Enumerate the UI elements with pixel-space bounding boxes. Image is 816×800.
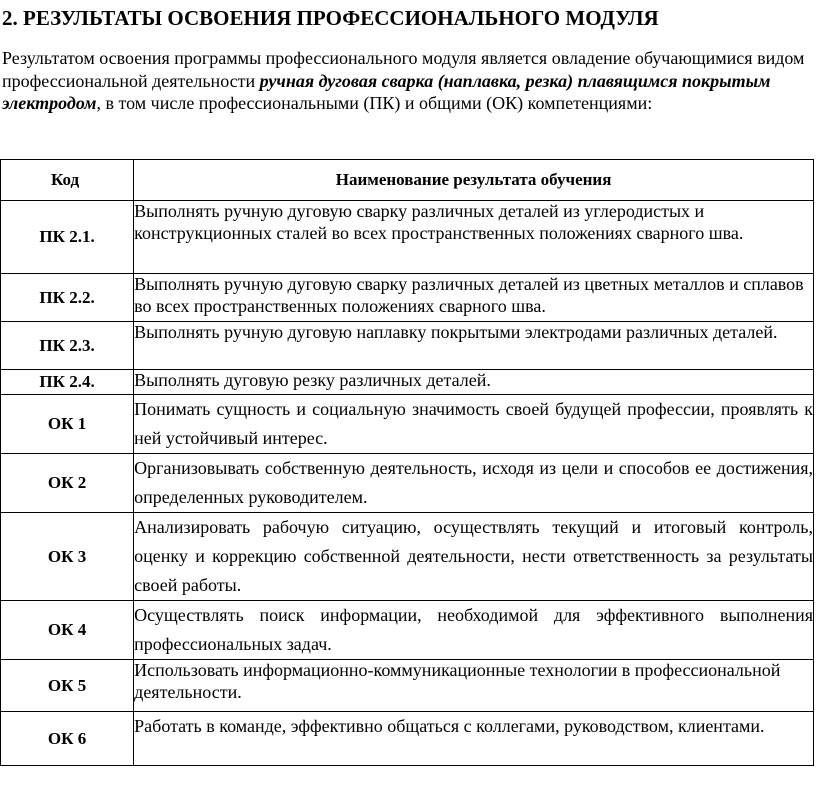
result-name-column-header: Наименование результата обучения [134, 160, 814, 201]
competency-code: ОК 5 [1, 660, 134, 712]
table-row [1, 513, 814, 601]
table-row [1, 454, 814, 513]
intro-paragraph [2, 47, 812, 115]
competency-code: ОК 4 [1, 601, 134, 660]
competency-code: ОК 3 [1, 513, 134, 601]
competency-description: Выполнять ручную дуговую наплавку покрытыми электродами различных деталей. [134, 322, 814, 370]
competency-code: ОК 6 [1, 712, 134, 766]
table-row [1, 712, 814, 766]
section-heading: 2. РЕЗУЛЬТАТЫ ОСВОЕНИЯ ПРОФЕССИОНАЛЬНОГО МОДУЛЯ [2, 6, 659, 30]
competency-description: Выполнять ручную дуговую сварку различных деталей из углеродистых и конструкционных сталей во всех пространственных положениях сварного шва. [134, 201, 814, 274]
table-row [1, 601, 814, 660]
competency-description: Осуществлять поиск информации, необходимой для эффективного выполнения профессиональных задач. [134, 601, 814, 660]
competency-description: Понимать сущность и социальную значимость своей будущей профессии, проявлять к ней устойчивый интерес. [134, 395, 814, 454]
intro-lead-text: Результатом освоения программы профессионального модуля является овладение обучающимися видом профессиональной деятельности [2, 48, 805, 91]
table-row [1, 201, 814, 274]
table-row [1, 274, 814, 322]
competency-description: Анализировать рабочую ситуацию, осуществлять текущий и итоговый контроль, оценку и коррекцию собственной деятельности, нести ответственность за результаты своей работы. [134, 513, 814, 601]
intro-activity-emphasis: ручная дуговая сварка (наплавка, резка) плавящимся покрытым электродом [2, 70, 771, 113]
competency-description: Организовывать собственную деятельность, исходя из цели и способов ее достижения, определенных руководителем. [134, 454, 814, 513]
intro-tail-text: , в том числе профессиональными (ПК) и общими (ОК) компетенциями: [96, 93, 653, 113]
table-row [1, 395, 814, 454]
table-row [1, 660, 814, 712]
competencies-table [0, 159, 814, 766]
competency-description: Использовать информационно-коммуникационные технологии в профессиональной деятельности. [134, 660, 814, 712]
code-column-header: Код [1, 160, 134, 201]
competency-code: ПК 2.2. [1, 274, 134, 322]
competency-code: ПК 2.1. [1, 201, 134, 274]
competency-description: Выполнять дуговую резку различных деталей. [134, 370, 814, 395]
competency-description: Работать в команде, эффективно общаться с коллегами, руководством, клиентами. [134, 712, 814, 766]
table-row [1, 322, 814, 370]
table-row [1, 370, 814, 395]
competency-code: ПК 2.4. [1, 370, 134, 395]
competency-description: Выполнять ручную дуговую сварку различных деталей из цветных металлов и сплавов во всех пространственных положениях сварного шва. [134, 274, 814, 322]
competency-code: ПК 2.3. [1, 322, 134, 370]
competency-code: ОК 1 [1, 395, 134, 454]
competency-code: ОК 2 [1, 454, 134, 513]
table-header-row [1, 160, 814, 201]
